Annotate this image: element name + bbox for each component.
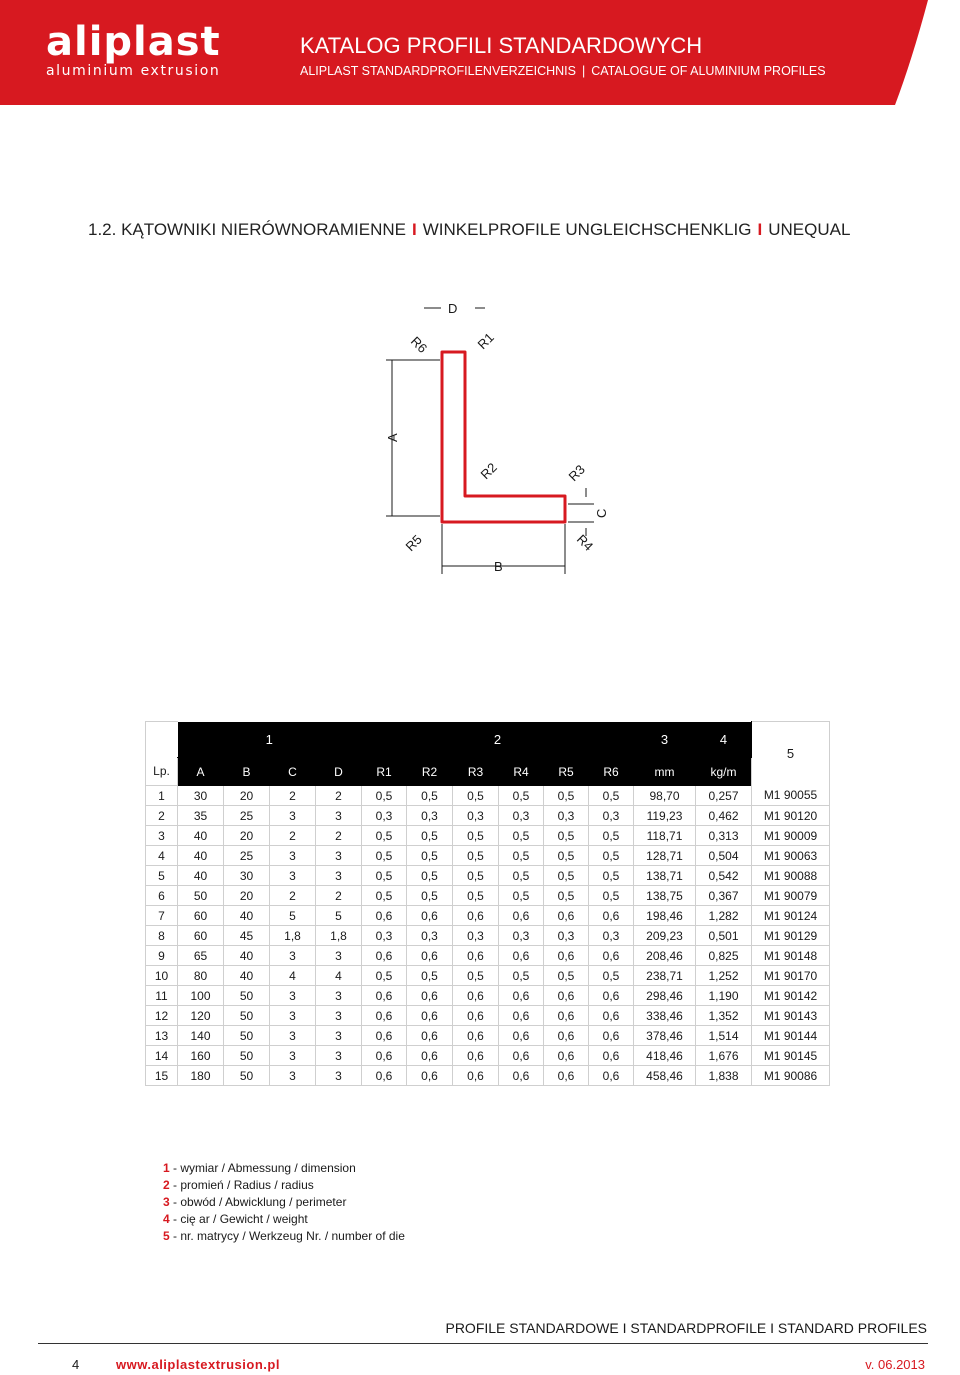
catalog-title: KATALOG PROFILI STANDARDOWYCH <box>300 33 703 58</box>
section-title-de: WINKELPROFILE UNGLEICHSCHENKLIG <box>422 220 752 239</box>
col-r5: R5 <box>544 758 589 786</box>
col-r2: R2 <box>407 758 453 786</box>
table-cell: 0,6 <box>407 1066 453 1086</box>
profile-diagram <box>380 292 640 587</box>
table-cell: 25 <box>224 846 270 866</box>
label-c: C <box>594 508 609 518</box>
table-cell: 3 <box>316 846 362 866</box>
table-cell: 0,6 <box>453 906 499 926</box>
table-cell: 20 <box>224 786 270 806</box>
table-cell: 0,5 <box>589 786 634 806</box>
table-cell: 60 <box>178 906 224 926</box>
table-cell: 0,504 <box>696 846 752 866</box>
catalog-subtitle-de: ALIPLAST STANDARDPROFILENVERZEICHNIS <box>300 64 576 78</box>
section-title-en: UNEQUAL <box>768 220 851 239</box>
table-cell: 0,367 <box>696 886 752 906</box>
table-cell: 298,46 <box>634 986 696 1006</box>
label-b: B <box>494 559 503 574</box>
table-body <box>146 786 830 1086</box>
table-cell: 2 <box>270 826 316 846</box>
table-cell: 8 <box>146 926 178 946</box>
table-cell: M1 90086 <box>752 1066 830 1086</box>
col-r4: R4 <box>499 758 544 786</box>
table-cell: 0,5 <box>499 886 544 906</box>
label-r4: R4 <box>573 531 597 554</box>
table-cell: M1 90009 <box>752 826 830 846</box>
table-cell: 0,542 <box>696 866 752 886</box>
table-cell: 0,6 <box>589 906 634 926</box>
legend-item: 3 - obwód / Abwicklung / perimeter <box>163 1195 347 1209</box>
table-cell: 0,5 <box>407 846 453 866</box>
table-cell: M1 90120 <box>752 806 830 826</box>
table-cell: 0,6 <box>499 1026 544 1046</box>
section-title-pl: 1.2. KĄTOWNIKI NIERÓWNORAMIENNE <box>88 220 407 239</box>
table-cell: 0,5 <box>362 786 407 806</box>
table-cell: 138,75 <box>634 886 696 906</box>
table-cell: M1 90063 <box>752 846 830 866</box>
footer-divider <box>38 1343 928 1344</box>
l-profile-shape <box>442 352 565 522</box>
table-cell: 0,6 <box>453 1046 499 1066</box>
table-cell: 0,6 <box>589 1026 634 1046</box>
page-number: 4 <box>72 1357 80 1372</box>
table-cell: 4 <box>316 966 362 986</box>
table-cell: 0,5 <box>407 826 453 846</box>
table-cell: 0,6 <box>499 906 544 926</box>
table-row <box>146 1046 830 1066</box>
table-cell: 128,71 <box>634 846 696 866</box>
version-label: v. 06.2013 <box>865 1357 925 1372</box>
table-cell: 1,838 <box>696 1066 752 1086</box>
table-cell: 11 <box>146 986 178 1006</box>
table-row <box>146 886 830 906</box>
table-cell: 120 <box>178 1006 224 1026</box>
table-cell: 0,5 <box>499 826 544 846</box>
group-blank <box>146 722 178 758</box>
table-cell: 1,252 <box>696 966 752 986</box>
table-cell: 0,501 <box>696 926 752 946</box>
table-cell: 3 <box>270 946 316 966</box>
table-cell: 40 <box>224 906 270 926</box>
table-cell: 0,5 <box>499 966 544 986</box>
table-cell: 1,190 <box>696 986 752 1006</box>
table-cell: 5 <box>270 906 316 926</box>
table-cell: 50 <box>224 1066 270 1086</box>
table-cell: 0,6 <box>544 1046 589 1066</box>
table-cell: 0,5 <box>407 786 453 806</box>
table-cell: 9 <box>146 946 178 966</box>
table-cell: 0,6 <box>407 1026 453 1046</box>
table-cell: 0,5 <box>407 886 453 906</box>
legend <box>163 1160 405 1245</box>
table-row <box>146 926 830 946</box>
table-cell: 0,6 <box>589 1006 634 1026</box>
table-row <box>146 866 830 886</box>
table-cell: 0,6 <box>407 946 453 966</box>
table-cell: 0,6 <box>544 906 589 926</box>
label-r5: R5 <box>402 531 425 555</box>
table-cell: 100 <box>178 986 224 1006</box>
table-cell: 0,6 <box>589 1046 634 1066</box>
table-cell: 0,6 <box>589 986 634 1006</box>
table-cell: 35 <box>178 806 224 826</box>
table-cell: 0,5 <box>453 866 499 886</box>
table-cell: 0,5 <box>453 966 499 986</box>
table-cell: 50 <box>224 1006 270 1026</box>
table-cell: 0,825 <box>696 946 752 966</box>
table-cell: M1 90148 <box>752 946 830 966</box>
table-cell: 0,6 <box>544 1026 589 1046</box>
table-cell: 15 <box>146 1066 178 1086</box>
col-kgm: kg/m <box>696 758 752 786</box>
table-cell: 4 <box>270 966 316 986</box>
label-r3: R3 <box>565 461 588 485</box>
col-mm: mm <box>634 758 696 786</box>
table-cell: M1 90055 <box>752 786 830 806</box>
table-cell: 2 <box>316 826 362 846</box>
group-header-row <box>146 722 830 758</box>
table-cell: 5 <box>316 906 362 926</box>
table-cell: 40 <box>178 846 224 866</box>
table-cell: 0,5 <box>453 826 499 846</box>
table-row <box>146 826 830 846</box>
table-cell: 0,5 <box>544 886 589 906</box>
table-row <box>146 1006 830 1026</box>
col-r3: R3 <box>453 758 499 786</box>
table-cell: M1 90129 <box>752 926 830 946</box>
table-cell: 3 <box>316 986 362 1006</box>
table-cell: 3 <box>270 1006 316 1026</box>
table-cell: 0,5 <box>453 786 499 806</box>
col-r6: R6 <box>589 758 634 786</box>
table-cell: 0,5 <box>362 966 407 986</box>
table-cell: 65 <box>178 946 224 966</box>
table-cell: M1 90088 <box>752 866 830 886</box>
table-cell: 0,3 <box>499 926 544 946</box>
table-cell: 0,5 <box>407 866 453 886</box>
subtitle-separator: | <box>582 64 586 78</box>
table-cell: 0,5 <box>544 866 589 886</box>
table-cell: M1 90124 <box>752 906 830 926</box>
table-cell: 0,6 <box>544 946 589 966</box>
catalog-subtitle <box>300 63 826 79</box>
table-cell: 0,6 <box>362 1026 407 1046</box>
table-cell: 0,5 <box>589 846 634 866</box>
table-cell: 0,5 <box>362 846 407 866</box>
table-cell: 0,5 <box>453 846 499 866</box>
table-cell: 0,5 <box>453 886 499 906</box>
table-cell: 3 <box>316 1066 362 1086</box>
group-2: 2 <box>362 722 634 758</box>
label-r2: R2 <box>477 459 500 483</box>
table-cell: 0,3 <box>499 806 544 826</box>
group-1: 1 <box>178 722 362 758</box>
table-cell: 30 <box>224 866 270 886</box>
table-cell: 0,5 <box>544 966 589 986</box>
legend-item: 4 - cię ar / Gewicht / weight <box>163 1212 308 1226</box>
legend-item: 1 - wymiar / Abmessung / dimension <box>163 1161 356 1175</box>
table-cell: 0,5 <box>589 826 634 846</box>
table-cell: 3 <box>316 1046 362 1066</box>
table-cell: 1,282 <box>696 906 752 926</box>
table-cell: 3 <box>270 1066 316 1086</box>
col-r1: R1 <box>362 758 407 786</box>
table-cell: M1 90143 <box>752 1006 830 1026</box>
table-cell: 2 <box>316 786 362 806</box>
table-cell: 5 <box>146 866 178 886</box>
table-cell: M1 90079 <box>752 886 830 906</box>
title-separator: I <box>412 220 417 239</box>
table-cell: 0,6 <box>453 1066 499 1086</box>
col-a: A <box>178 758 224 786</box>
table-cell: 138,71 <box>634 866 696 886</box>
table-cell: 1,676 <box>696 1046 752 1066</box>
table-cell: 50 <box>178 886 224 906</box>
group-5: 5 <box>752 722 830 786</box>
label-d: D <box>448 301 458 316</box>
table-cell: 0,3 <box>453 806 499 826</box>
table-cell: 40 <box>224 946 270 966</box>
table-cell: 3 <box>146 826 178 846</box>
table-cell: 0,6 <box>453 1026 499 1046</box>
table-cell: 20 <box>224 826 270 846</box>
table-cell: 0,5 <box>499 786 544 806</box>
aliplast-logo <box>46 19 221 80</box>
table-cell: 0,6 <box>407 986 453 1006</box>
table-cell: 4 <box>146 846 178 866</box>
table-cell: 80 <box>178 966 224 986</box>
table-cell: 3 <box>316 866 362 886</box>
table-cell: 198,46 <box>634 906 696 926</box>
table-cell: 0,5 <box>499 846 544 866</box>
logo-wordmark: aliplast <box>46 19 221 65</box>
table-cell: 0,6 <box>362 946 407 966</box>
table-row <box>146 906 830 926</box>
table-cell: 0,6 <box>453 946 499 966</box>
table-cell: 3 <box>270 866 316 886</box>
table-cell: 140 <box>178 1026 224 1046</box>
table-row <box>146 786 830 806</box>
col-lp: Lp. <box>146 758 178 786</box>
table-cell: 3 <box>316 1026 362 1046</box>
table-cell: 0,5 <box>544 786 589 806</box>
table-cell: 0,3 <box>453 926 499 946</box>
table-cell: 7 <box>146 906 178 926</box>
table-cell: 118,71 <box>634 826 696 846</box>
table-cell: 3 <box>270 986 316 1006</box>
col-d: D <box>316 758 362 786</box>
table-cell: 40 <box>178 826 224 846</box>
table-cell: 3 <box>270 806 316 826</box>
title-separator: I <box>757 220 763 239</box>
table-cell: 0,6 <box>499 946 544 966</box>
table-cell: 0,6 <box>407 1006 453 1026</box>
table-row <box>146 986 830 1006</box>
label-r1: R1 <box>474 329 497 353</box>
table-cell: 0,6 <box>499 1006 544 1026</box>
table-cell: 0,5 <box>544 846 589 866</box>
table-cell: 50 <box>224 986 270 1006</box>
table-cell: 0,5 <box>362 866 407 886</box>
table-cell: 0,3 <box>544 926 589 946</box>
table-cell: 418,46 <box>634 1046 696 1066</box>
table-cell: 209,23 <box>634 926 696 946</box>
table-cell: 1,352 <box>696 1006 752 1026</box>
catalog-subtitle-en: CATALOGUE OF ALUMINIUM PROFILES <box>591 64 826 78</box>
table-cell: 1 <box>146 786 178 806</box>
label-a: A <box>385 433 400 442</box>
table-cell: 0,6 <box>544 1006 589 1026</box>
table-cell: 0,3 <box>589 926 634 946</box>
table-cell: 1,8 <box>270 926 316 946</box>
table-row <box>146 966 830 986</box>
table-cell: 3 <box>270 1026 316 1046</box>
table-cell: 0,6 <box>589 1066 634 1086</box>
table-cell: 0,6 <box>499 986 544 1006</box>
table-cell: 378,46 <box>634 1026 696 1046</box>
logo-tagline: aluminium extrusion <box>46 63 221 79</box>
table-cell: 0,3 <box>362 926 407 946</box>
table-cell: 0,5 <box>544 826 589 846</box>
table-cell: 0,6 <box>499 1046 544 1066</box>
table-cell: 3 <box>316 1006 362 1026</box>
table-cell: 0,5 <box>362 826 407 846</box>
table-cell: 12 <box>146 1006 178 1026</box>
table-cell: 1,514 <box>696 1026 752 1046</box>
table-cell: 208,46 <box>634 946 696 966</box>
table-cell: 45 <box>224 926 270 946</box>
table-cell: 0,3 <box>407 806 453 826</box>
table-cell: 0,6 <box>544 1066 589 1086</box>
table-cell: 1,8 <box>316 926 362 946</box>
col-b: B <box>224 758 270 786</box>
table-cell: 0,3 <box>589 806 634 826</box>
footer-title: PROFILE STANDARDOWE I STANDARDPROFILE I STANDARD PROFILES <box>445 1320 927 1336</box>
group-3: 3 <box>634 722 696 758</box>
table-cell: 0,5 <box>589 886 634 906</box>
table-cell: 2 <box>270 886 316 906</box>
table-cell: 6 <box>146 886 178 906</box>
profile-spec-table <box>145 721 830 1086</box>
table-cell: 0,5 <box>407 966 453 986</box>
table-cell: 0,5 <box>362 886 407 906</box>
page-header <box>0 0 960 105</box>
group-4: 4 <box>696 722 752 758</box>
table-cell: 180 <box>178 1066 224 1086</box>
table-row <box>146 1066 830 1086</box>
table-cell: 98,70 <box>634 786 696 806</box>
table-cell: 3 <box>316 806 362 826</box>
label-r6: R6 <box>407 333 431 356</box>
legend-item: 5 - nr. matrycy / Werkzeug Nr. / number of die <box>163 1229 405 1243</box>
table-cell: 3 <box>270 846 316 866</box>
table-cell: 14 <box>146 1046 178 1066</box>
section-title <box>88 220 850 240</box>
table-cell: 119,23 <box>634 806 696 826</box>
table-cell: 0,6 <box>453 986 499 1006</box>
table-cell: 338,46 <box>634 1006 696 1026</box>
table-cell: 458,46 <box>634 1066 696 1086</box>
website-link[interactable]: www.aliplastextrusion.pl <box>116 1357 280 1372</box>
table-cell: 40 <box>224 966 270 986</box>
table-cell: 20 <box>224 886 270 906</box>
table-cell: 0,6 <box>407 906 453 926</box>
table-cell: 0,6 <box>544 986 589 1006</box>
table-cell: 0,3 <box>362 806 407 826</box>
col-c: C <box>270 758 316 786</box>
table-cell: 0,257 <box>696 786 752 806</box>
table-cell: 0,5 <box>589 866 634 886</box>
table-cell: 50 <box>224 1026 270 1046</box>
table-cell: 0,3 <box>407 926 453 946</box>
table-cell: 0,6 <box>589 946 634 966</box>
table-cell: M1 90142 <box>752 986 830 1006</box>
table-cell: 0,313 <box>696 826 752 846</box>
table-cell: 0,6 <box>407 1046 453 1066</box>
table-cell: 0,462 <box>696 806 752 826</box>
table-cell: M1 90144 <box>752 1026 830 1046</box>
table-row <box>146 806 830 826</box>
table-cell: 3 <box>270 1046 316 1066</box>
table-cell: 2 <box>270 786 316 806</box>
table-cell: 2 <box>146 806 178 826</box>
table-cell: 3 <box>316 946 362 966</box>
table-cell: 13 <box>146 1026 178 1046</box>
table-cell: 0,6 <box>453 1006 499 1026</box>
column-header-row <box>146 758 830 786</box>
table-row <box>146 1026 830 1046</box>
table-cell: 25 <box>224 806 270 826</box>
table-cell: 10 <box>146 966 178 986</box>
table-cell: 160 <box>178 1046 224 1066</box>
table-cell: 2 <box>316 886 362 906</box>
table-cell: 0,3 <box>544 806 589 826</box>
table-cell: 0,6 <box>362 1006 407 1026</box>
table-row <box>146 846 830 866</box>
table-cell: 0,6 <box>362 906 407 926</box>
table-cell: 0,5 <box>589 966 634 986</box>
table-cell: 30 <box>178 786 224 806</box>
table-row <box>146 946 830 966</box>
table-cell: 50 <box>224 1046 270 1066</box>
table-cell: M1 90145 <box>752 1046 830 1066</box>
table-cell: 238,71 <box>634 966 696 986</box>
table-cell: 60 <box>178 926 224 946</box>
table-cell: 0,6 <box>362 1046 407 1066</box>
table-cell: 0,6 <box>362 986 407 1006</box>
table-cell: 0,6 <box>362 1066 407 1086</box>
table-cell: 40 <box>178 866 224 886</box>
table-cell: 0,5 <box>499 866 544 886</box>
table-cell: 0,6 <box>499 1066 544 1086</box>
table-cell: M1 90170 <box>752 966 830 986</box>
legend-item: 2 - promień / Radius / radius <box>163 1178 314 1192</box>
